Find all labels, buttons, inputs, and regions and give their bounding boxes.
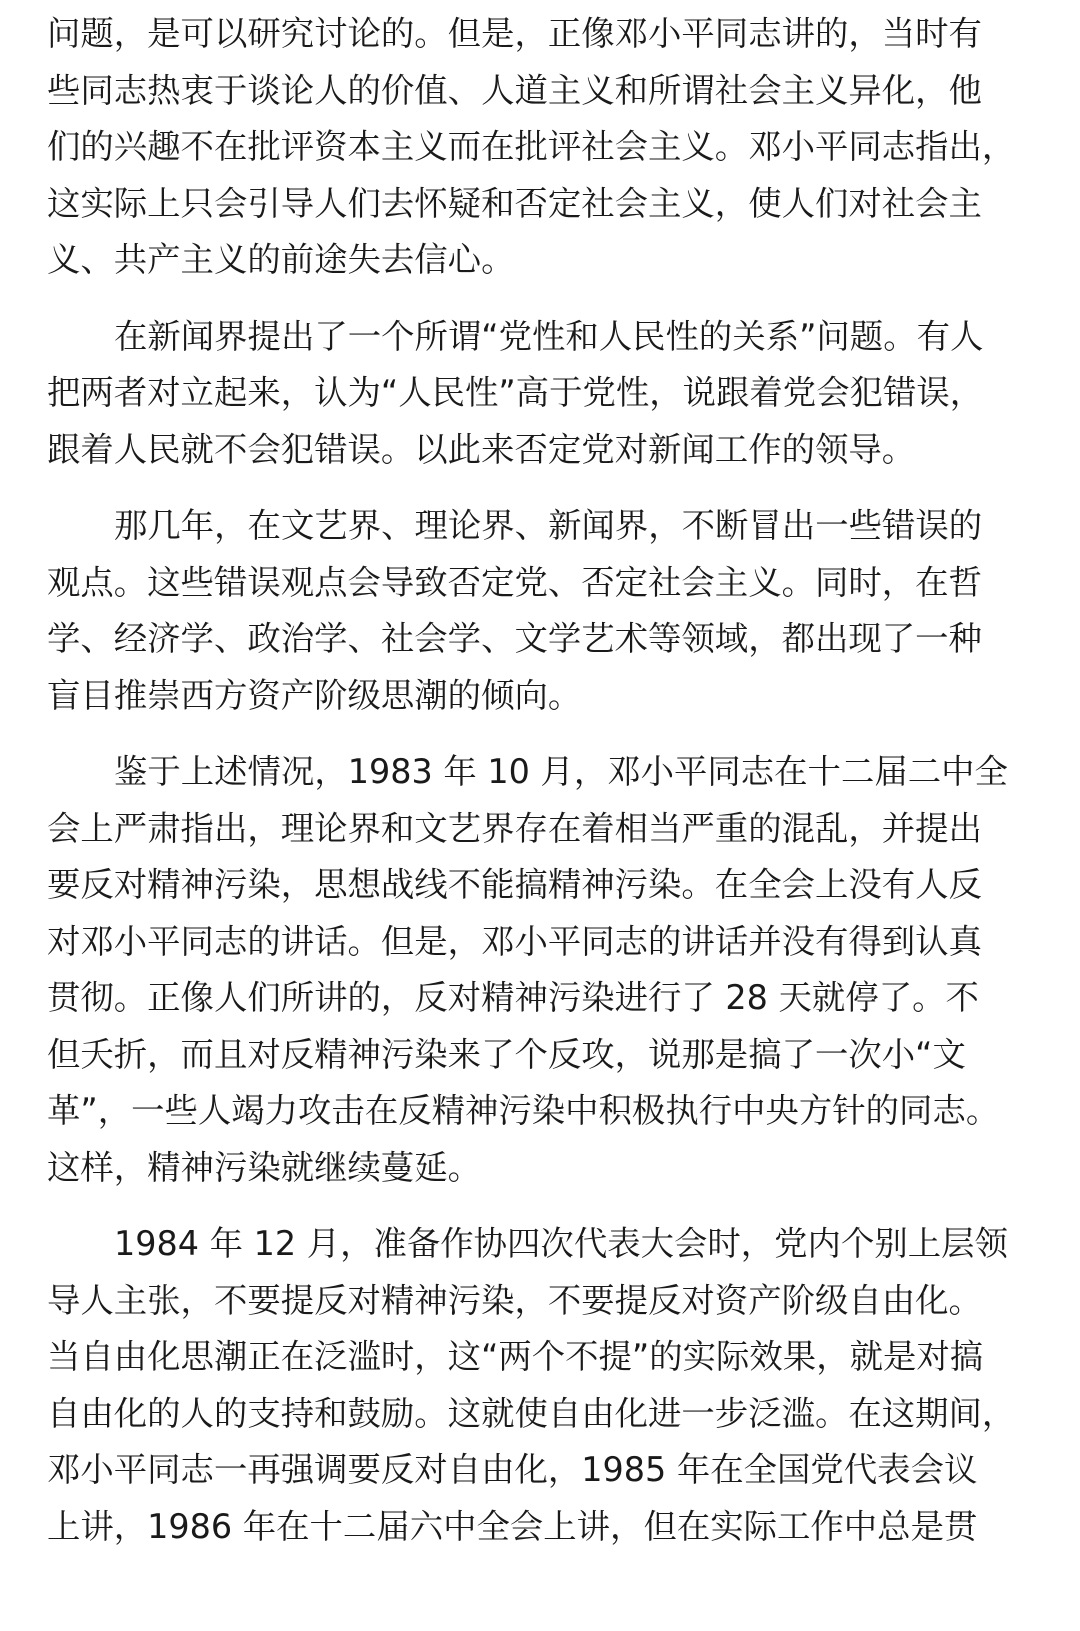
- paragraph-3: [47, 498, 1047, 724]
- text-line: 上讲，1986 年在十二届六中全会上讲，但在实际工作中总是贯: [47, 1506, 978, 1546]
- text-line: 贯彻。正像人们所讲的，反对精神污染进行了 28 天就停了。不: [47, 978, 979, 1017]
- paragraph-1: [47, 6, 1047, 289]
- paragraph-2: [47, 309, 1047, 479]
- text-line: 鉴于上述情况，1983 年 10 月，邓小平同志在十二届二中全: [114, 752, 1008, 791]
- text-line: 但夭折，而且对反精神污染来了个反攻，说那是搞了一次小“文: [47, 1034, 966, 1074]
- text-line: 盲目推崇西方资产阶级思潮的倾向。: [47, 675, 582, 715]
- text-line: 当自由化思潮正在泛滥时，这“两个不提”的实际效果，就是对搞: [47, 1337, 984, 1376]
- text-line: 这实际上只会引导人们去怀疑和否定社会主义，使人们对社会主: [47, 183, 982, 223]
- text-line: 导人主张，不要提反对精神污染，不要提反对资产阶级自由化。: [47, 1280, 982, 1320]
- text-line: 问题，是可以研究讨论的。但是，正像邓小平同志讲的，当时有: [47, 14, 982, 53]
- text-line: 对邓小平同志的讲话。但是，邓小平同志的讲话并没有得到认真: [47, 921, 982, 961]
- text-line: 们的兴趣不在批评资本主义而在批评社会主义。邓小平同志指出，: [47, 127, 1016, 166]
- text-line: 跟着人民就不会犯错误。以此来否定党对新闻工作的领导。: [47, 429, 916, 469]
- text-line: 些同志热衷于谈论人的价值、人道主义和所谓社会主义异化，他: [47, 70, 982, 110]
- text-line: 自由化的人的支持和鼓励。这就使自由化进一步泛滥。在这期间，: [47, 1393, 1016, 1433]
- text-line: 1984 年 12 月，准备作协四次代表大会时，党内个别上层领: [114, 1224, 1008, 1263]
- text-line: 把两者对立起来，认为“人民性”高于党性，说跟着党会犯错误，: [47, 373, 984, 412]
- paragraph-5: [47, 1216, 1047, 1555]
- text-line: 要反对精神污染，思想战线不能搞精神污染。在全会上没有人反: [47, 865, 982, 904]
- text-line: 在新闻界提出了一个所谓“党性和人民性的关系”问题。有人: [114, 316, 984, 356]
- text-line: 革”，一些人竭力攻击在反精神污染中积极执行中央方针的同志。: [47, 1091, 1000, 1130]
- text-line: 邓小平同志一再强调要反对自由化，1985 年在全国党代表会议: [47, 1450, 978, 1489]
- text-line: 观点。这些错误观点会导致否定党、否定社会主义。同时，在哲: [47, 562, 982, 602]
- text-line: 那几年，在文艺界、理论界、新闻界，不断冒出一些错误的: [114, 506, 983, 545]
- paragraph-4: [47, 744, 1047, 1196]
- document-text: [47, 0, 1047, 1555]
- text-line: 义、共产主义的前途失去信心。: [47, 240, 515, 279]
- text-line: 学、经济学、政治学、社会学、文学艺术等领域，都出现了一种: [47, 619, 982, 658]
- text-line: 这样，精神污染就继续蔓延。: [47, 1147, 482, 1187]
- text-line: 会上严肃指出，理论界和文艺界存在着相当严重的混乱，并提出: [47, 808, 982, 848]
